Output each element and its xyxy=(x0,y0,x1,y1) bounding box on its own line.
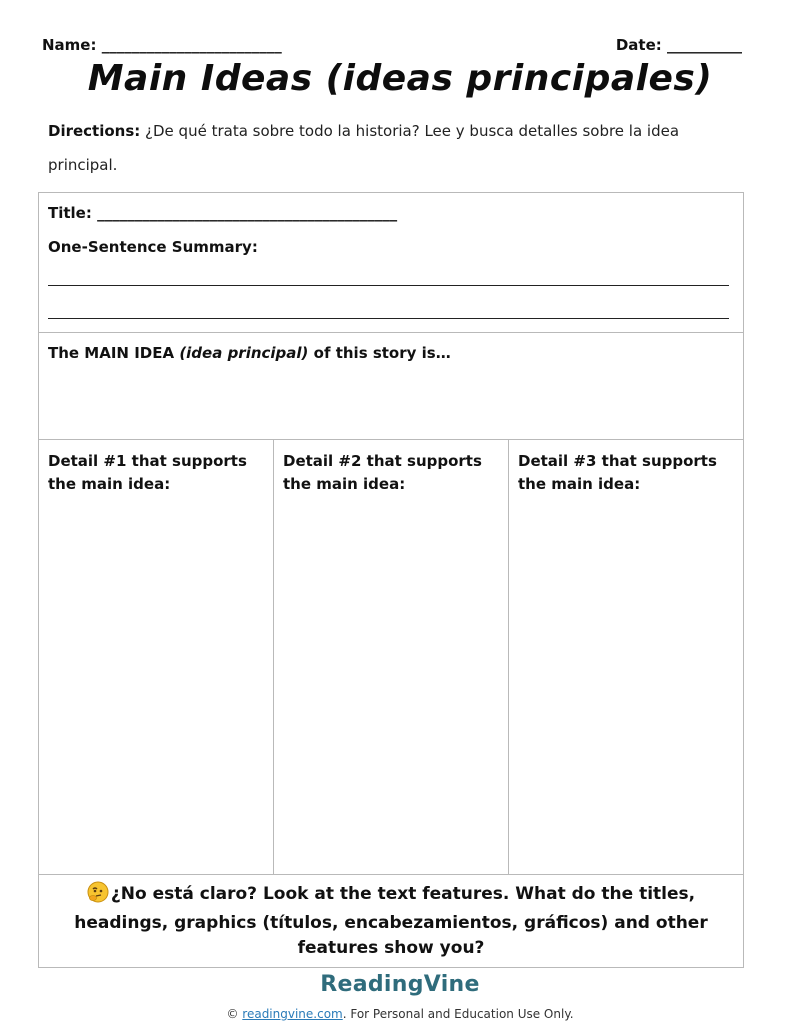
hint-text: ¿No está claro? Look at the text features. What do the titles, headings, graphics (títulos, encabezamientos, gráficos) and other features show you? xyxy=(74,884,708,958)
main-idea-italic: (idea principal) xyxy=(179,344,309,362)
footer xyxy=(0,1007,800,1021)
directions-text: ¿De qué trata sobre todo la historia? Lee y busca detalles sobre la idea principal. xyxy=(48,122,680,174)
detail-2-box[interactable] xyxy=(274,440,509,874)
detail-1-label: Detail #1 that supports the main idea: xyxy=(48,452,247,493)
header-row xyxy=(42,32,742,54)
brand-logo: ReadingVine xyxy=(320,972,480,997)
directions-label: Directions: xyxy=(48,122,141,140)
summary-label: One-Sentence Summary: xyxy=(48,238,258,256)
date-field[interactable]: Date: __________ xyxy=(615,36,742,54)
directions xyxy=(48,114,744,182)
detail-1-box[interactable] xyxy=(39,440,274,874)
page-title: Main Ideas (ideas principales) xyxy=(87,58,713,99)
site-link[interactable]: readingvine.com xyxy=(242,1007,343,1021)
details-section xyxy=(39,440,743,875)
main-idea-suffix: of this story is… xyxy=(308,344,451,362)
detail-2-label: Detail #2 that supports the main idea: xyxy=(283,452,482,493)
hint-text-wrap xyxy=(55,881,727,961)
title-field[interactable]: Title: ________________________________________ xyxy=(48,204,398,222)
main-idea-section[interactable] xyxy=(39,333,743,440)
hint-section xyxy=(39,875,743,967)
copyright-symbol: © xyxy=(226,1007,243,1021)
thinking-face-icon xyxy=(87,881,109,911)
name-field[interactable]: Name: ________________________ xyxy=(42,36,282,54)
title-summary-section xyxy=(39,193,743,333)
main-idea-prefix: The MAIN IDEA xyxy=(48,344,180,362)
main-idea-prompt xyxy=(48,344,451,362)
footer-rest: . For Personal and Education Use Only. xyxy=(342,1007,574,1021)
detail-3-box[interactable] xyxy=(509,440,743,874)
detail-3-label: Detail #3 that supports the main idea: xyxy=(518,452,717,493)
summary-line-1[interactable] xyxy=(48,285,729,286)
summary-line-2[interactable] xyxy=(48,318,729,319)
worksheet-frame xyxy=(38,192,744,968)
